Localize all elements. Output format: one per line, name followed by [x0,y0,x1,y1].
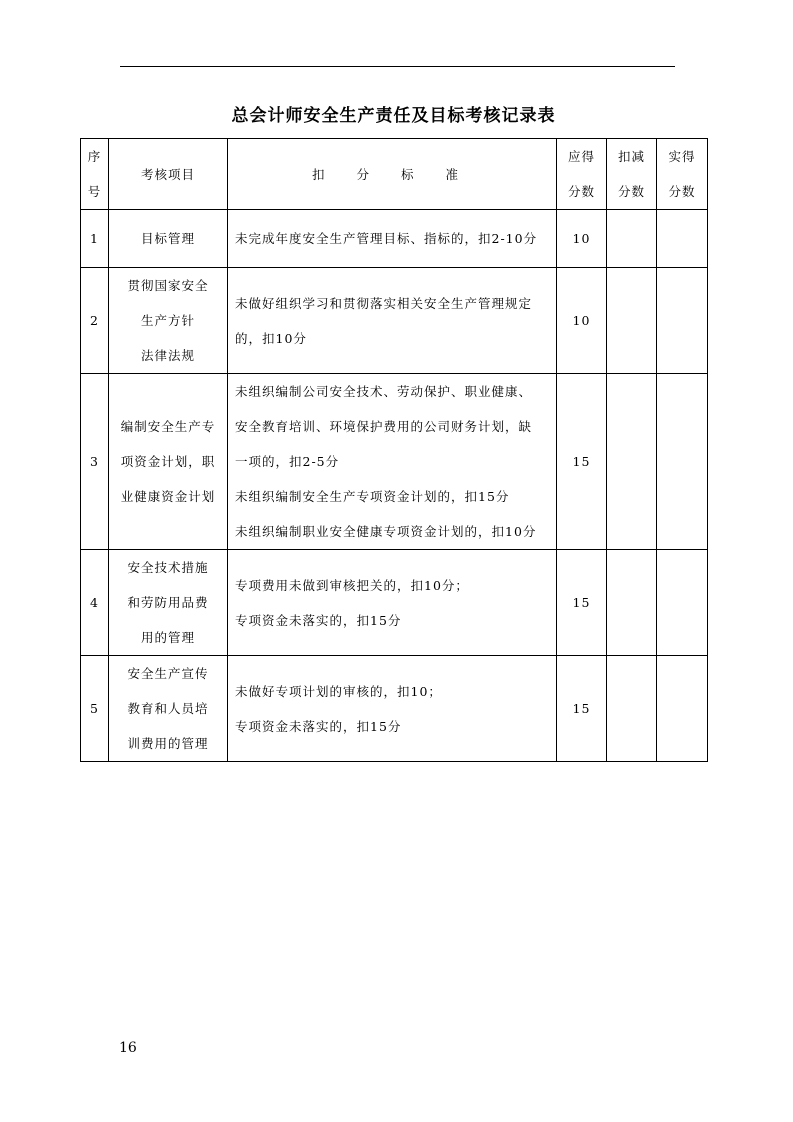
row-actual [657,210,708,268]
row-seq: 3 [81,374,109,550]
page-number: 16 [119,1040,137,1056]
header-standard: 扣 分 标 准 [228,139,557,210]
table-header-row [81,139,708,210]
row-score: 10 [557,268,607,374]
header-deduct-score: 扣减 分数 [607,139,657,210]
row-seq: 5 [81,656,109,762]
row-criteria: 未完成年度安全生产管理目标、指标的，扣2-10分 [228,210,557,268]
row-actual [657,268,708,374]
assessment-table [80,138,708,762]
row-actual [657,374,708,550]
row-seq: 2 [81,268,109,374]
row-criteria: 未组织编制公司安全技术、劳动保护、职业健康、 安全教育培训、环境保护费用的公司财务计划，缺 一项的，扣2-5分 未组织编制安全生产专项资金计划的，扣15分 未组织编制职业安全健康专项资金计划的，扣10分 [228,374,557,550]
row-seq: 4 [81,550,109,656]
row-deduct [607,550,657,656]
row-score: 10 [557,210,607,268]
header-actual-score: 实得 分数 [657,139,708,210]
row-item: 编制安全生产专 项资金计划，职 业健康资金计划 [109,374,228,550]
row-criteria: 未做好专项计划的审核的，扣10； 专项资金未落实的，扣15分 [228,656,557,762]
row-item: 安全技术措施 和劳防用品费 用的管理 [109,550,228,656]
row-actual [657,550,708,656]
row-actual [657,656,708,762]
row-score: 15 [557,656,607,762]
header-seq: 序 号 [81,139,109,210]
row-criteria: 专项费用未做到审核把关的，扣10分； 专项资金未落实的，扣15分 [228,550,557,656]
row-deduct [607,268,657,374]
row-deduct [607,374,657,550]
row-deduct [607,656,657,762]
row-score: 15 [557,374,607,550]
row-score: 15 [557,550,607,656]
row-item: 贯彻国家安全 生产方针 法律法规 [109,268,228,374]
header-item: 考核项目 [109,139,228,210]
document-title: 总会计师安全生产责任及目标考核记录表 [231,106,556,126]
row-item: 安全生产宣传 教育和人员培 训费用的管理 [109,656,228,762]
table-row [81,210,708,268]
row-seq: 1 [81,210,109,268]
table-row [81,268,708,374]
table-row [81,550,708,656]
row-item: 目标管理 [109,210,228,268]
row-deduct [607,210,657,268]
header-rule [120,66,675,67]
table-row [81,656,708,762]
row-criteria: 未做好组织学习和贯彻落实相关安全生产管理规定 的，扣10分 [228,268,557,374]
table-row [81,374,708,550]
header-due-score: 应得 分数 [557,139,607,210]
